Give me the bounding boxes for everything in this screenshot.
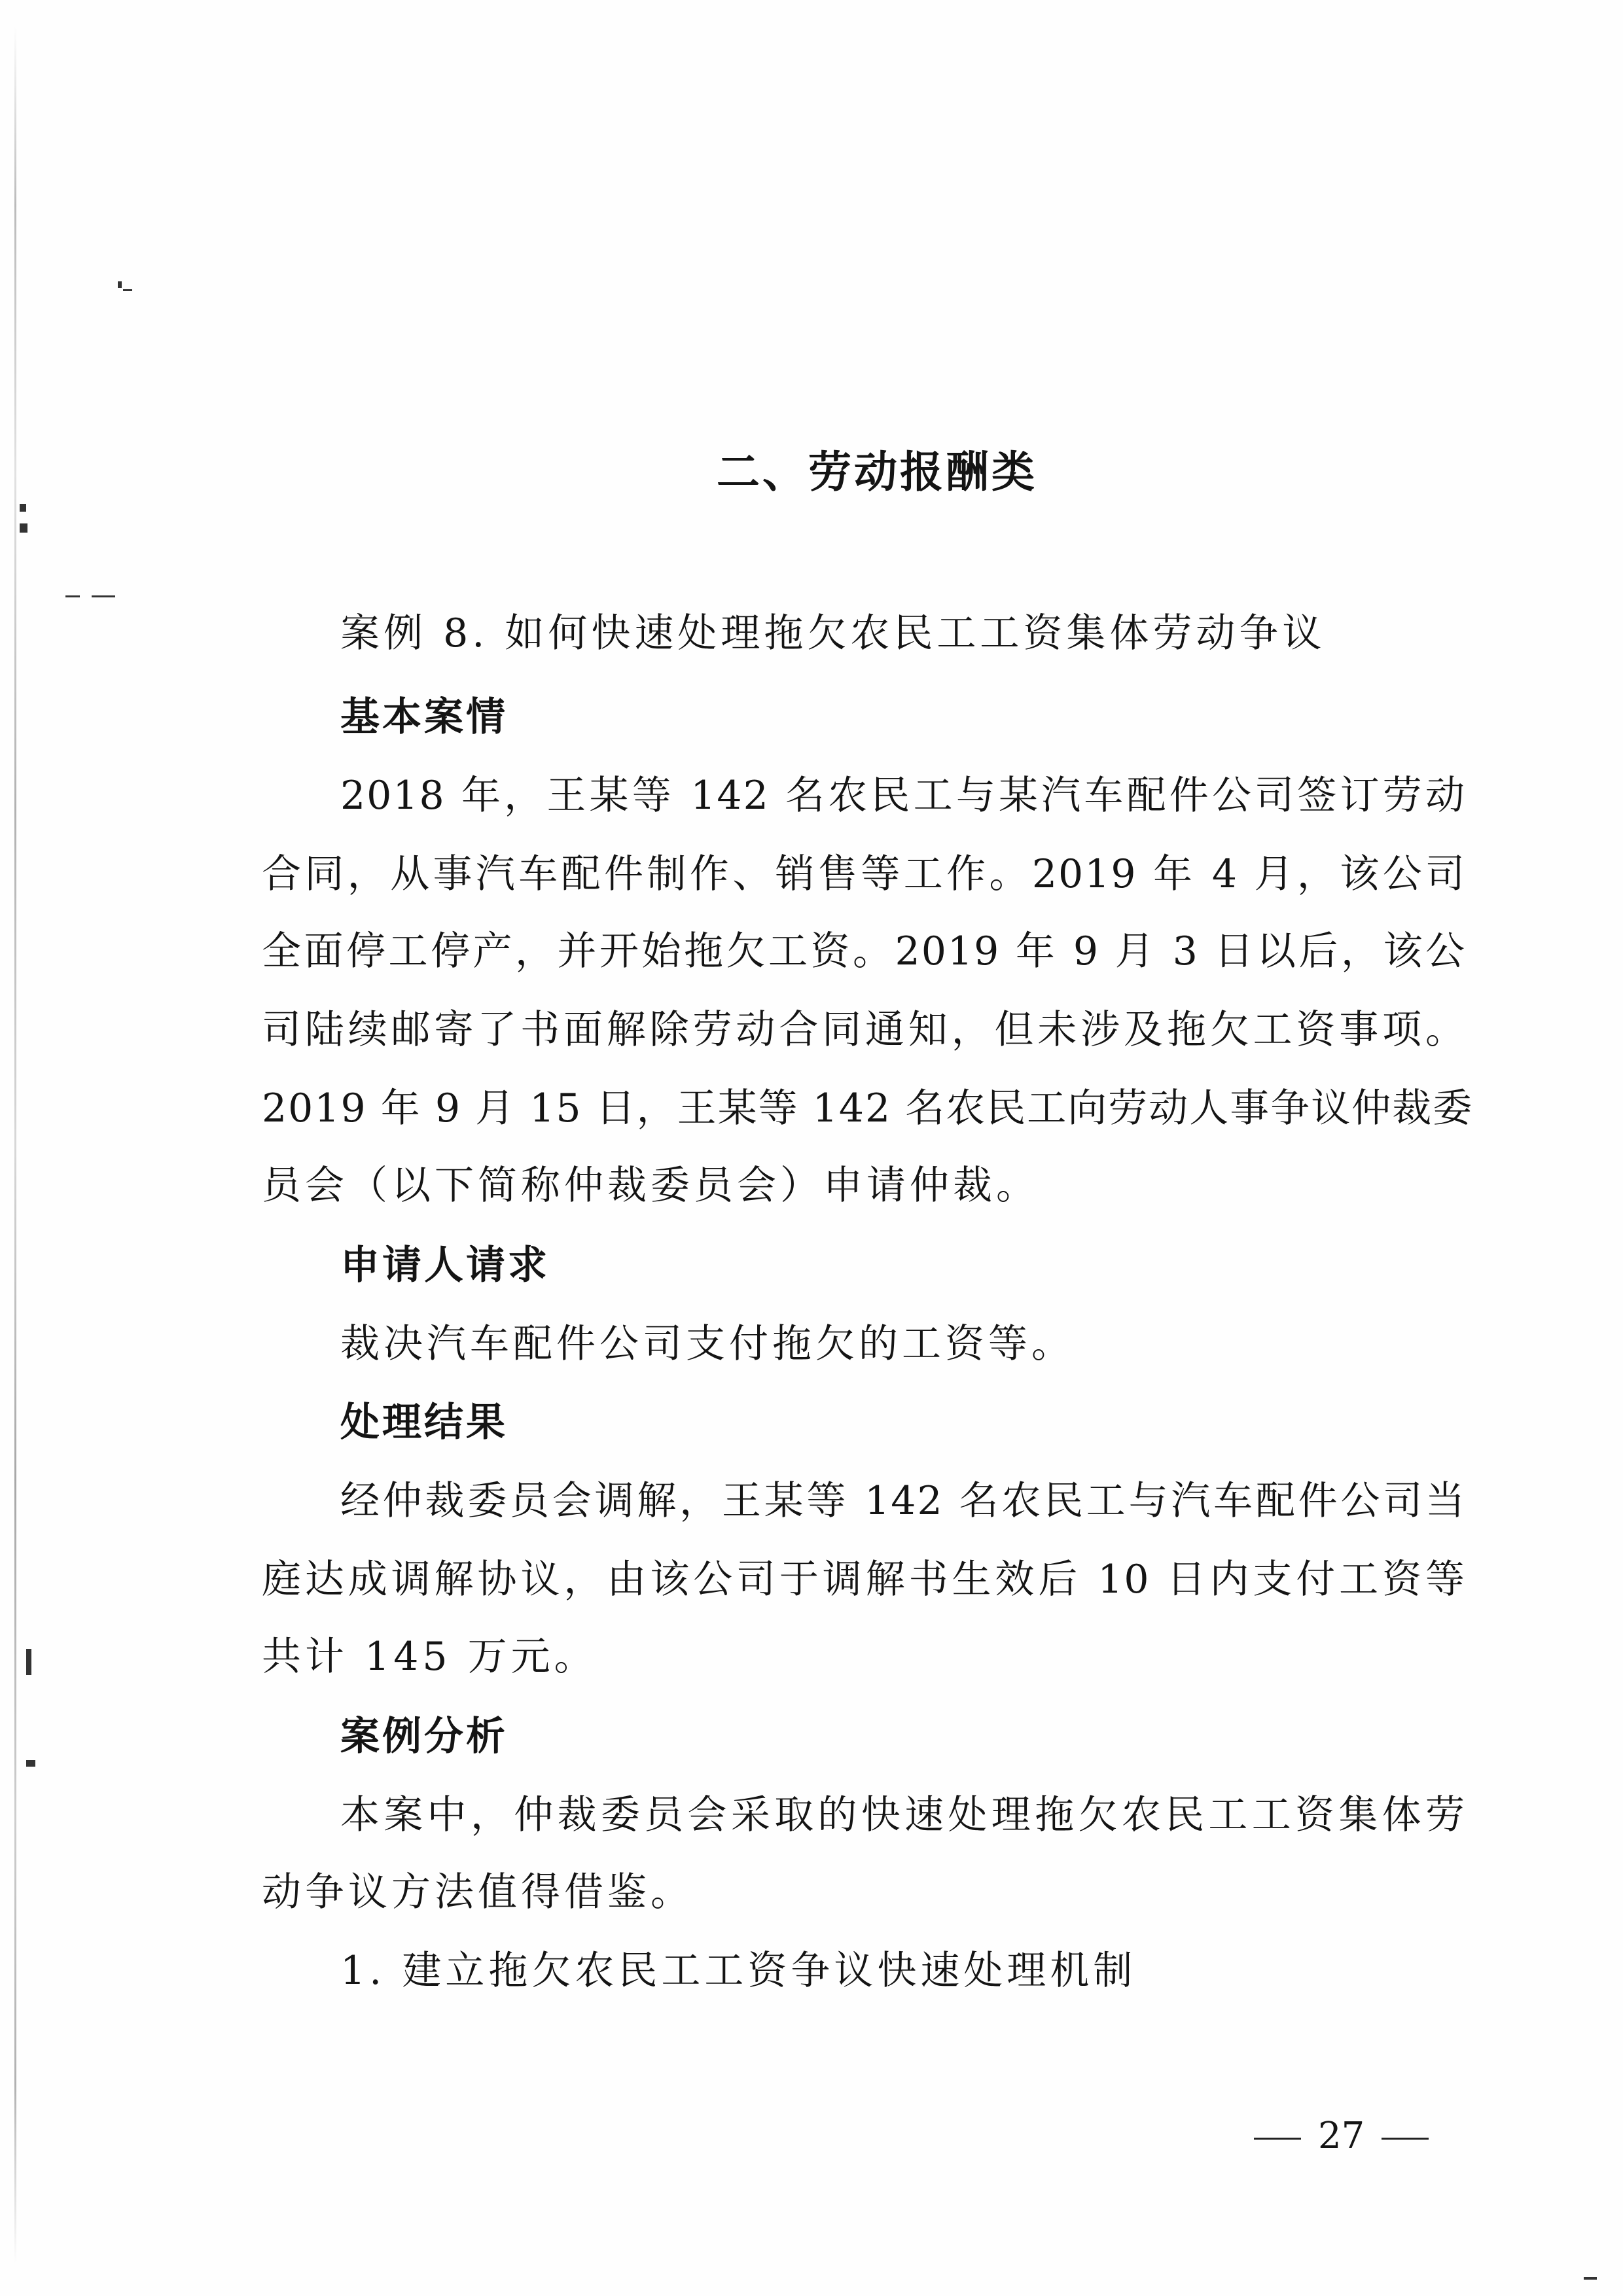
paragraph-line: 裁决汽车配件公司支付拖欠的工资等。 — [340, 1321, 1075, 1367]
heading-analysis: 案例分析 — [340, 1714, 508, 1759]
scan-mark — [26, 1760, 35, 1767]
scan-mark — [26, 1649, 31, 1675]
paragraph-line: 全面停工停产，并开始拖欠工资。2019 年 9 月 3 日以后，该公 — [262, 928, 1466, 974]
paragraph-line: 2019 年 9 月 15 日，王某等 142 名农民工向劳动人事争议仲裁委 — [262, 1086, 1474, 1131]
scan-mark — [123, 289, 132, 291]
paragraph-line: 共计 145 万元。 — [262, 1634, 597, 1680]
point-1: 1. 建立拖欠农民工工资争议快速处理机制 — [340, 1948, 1137, 1994]
page-number-dash — [1254, 2138, 1301, 2140]
paragraph-line: 2018 年，王某等 142 名农民工与某汽车配件公司签订劳动 — [340, 773, 1466, 819]
heading-basic-facts: 基本案情 — [340, 694, 508, 740]
scan-edge-line — [14, 26, 16, 2264]
paragraph-line: 动争议方法值得借鉴。 — [262, 1869, 694, 1915]
paragraph-line: 员会（以下简称仲裁委员会）申请仲裁。 — [262, 1163, 1039, 1209]
scan-mark — [20, 523, 27, 533]
heading-result: 处理结果 — [340, 1400, 508, 1445]
case-title: 案例 8. 如何快速处理拖欠农民工工资集体劳动争议 — [340, 610, 1326, 656]
paragraph-line: 合同，从事汽车配件制作、销售等工作。2019 年 4 月，该公司 — [262, 851, 1466, 897]
page-number-value: 27 — [1318, 2115, 1365, 2157]
scan-mark — [20, 504, 26, 512]
section-title: 二、劳动报酬类 — [717, 447, 1037, 497]
heading-claim: 申请人请求 — [340, 1243, 550, 1288]
scan-mark — [118, 281, 122, 288]
paragraph-line: 庭达成调解协议，由该公司于调解书生效后 10 日内支付工资等 — [262, 1557, 1466, 1602]
paragraph-line: 本案中，仲裁委员会采取的快速处理拖欠农民工工资集体劳 — [340, 1792, 1466, 1838]
scan-mark — [92, 595, 115, 597]
scan-mark — [65, 595, 80, 597]
page-number-dash — [1382, 2138, 1429, 2140]
page-number — [1237, 2115, 1446, 2157]
paragraph-line: 司陆续邮寄了书面解除劳动合同通知，但未涉及拖欠工资事项。 — [262, 1007, 1466, 1053]
scan-mark — [1584, 2277, 1597, 2280]
paragraph-line: 经仲裁委员会调解，王某等 142 名农民工与汽车配件公司当 — [340, 1478, 1466, 1524]
